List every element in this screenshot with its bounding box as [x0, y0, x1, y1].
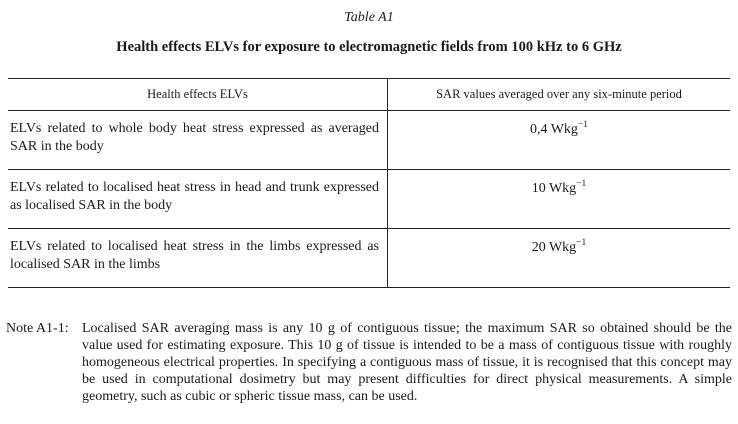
sar-value-cell [388, 111, 731, 170]
table-header-row [8, 79, 730, 111]
note-text: Localised SAR averaging mass is any 10 g of contiguous tissue; the maximum SAR so obtained should be the value used for estimating exposure. This 10 g of tissue is intended to be a mass of contiguous tissue with roughly homogeneous electrical properties. In specifying a contiguous mass of tissue, it is recognised that this concept may be used in computational dosimetry but may present difficulties for direct physical measurements. A simple geometry, such as cubic or spheric tissue mass, can be used. [82, 321, 732, 404]
table-row [8, 170, 730, 229]
note-label: Note A1-1: [6, 321, 69, 336]
elv-table [8, 78, 730, 288]
table-row [8, 111, 730, 170]
sar-unit-exponent: −1 [576, 238, 587, 248]
elv-description: ELVs related to localised heat stress in the limbs expressed as localised SAR in the limbs [8, 229, 388, 288]
table-row [8, 229, 730, 288]
sar-unit-exponent: −1 [576, 179, 587, 189]
column-header-sar-values: SAR values averaged over any six-minute period [436, 87, 682, 101]
elv-description: ELVs related to localised heat stress in head and trunk expressed as localised SAR in the body [8, 170, 388, 229]
table-label: Table A1 [344, 10, 394, 25]
sar-unit-exponent: −1 [577, 120, 589, 130]
sar-value: 20 Wkg [531, 240, 577, 255]
table-note [6, 320, 732, 405]
table-title: Health effects ELVs for exposure to electromagnetic fields from 100 kHz to 6 GHz [116, 39, 622, 55]
sar-value-cell [388, 170, 731, 229]
elv-description: ELVs related to whole body heat stress expressed as averaged SAR in the body [8, 111, 388, 170]
sar-value: 10 Wkg [531, 181, 577, 196]
sar-value-cell [388, 229, 731, 288]
sar-value: 0,4 Wkg [529, 122, 578, 137]
column-header-health-effects: Health effects ELVs [8, 79, 388, 111]
